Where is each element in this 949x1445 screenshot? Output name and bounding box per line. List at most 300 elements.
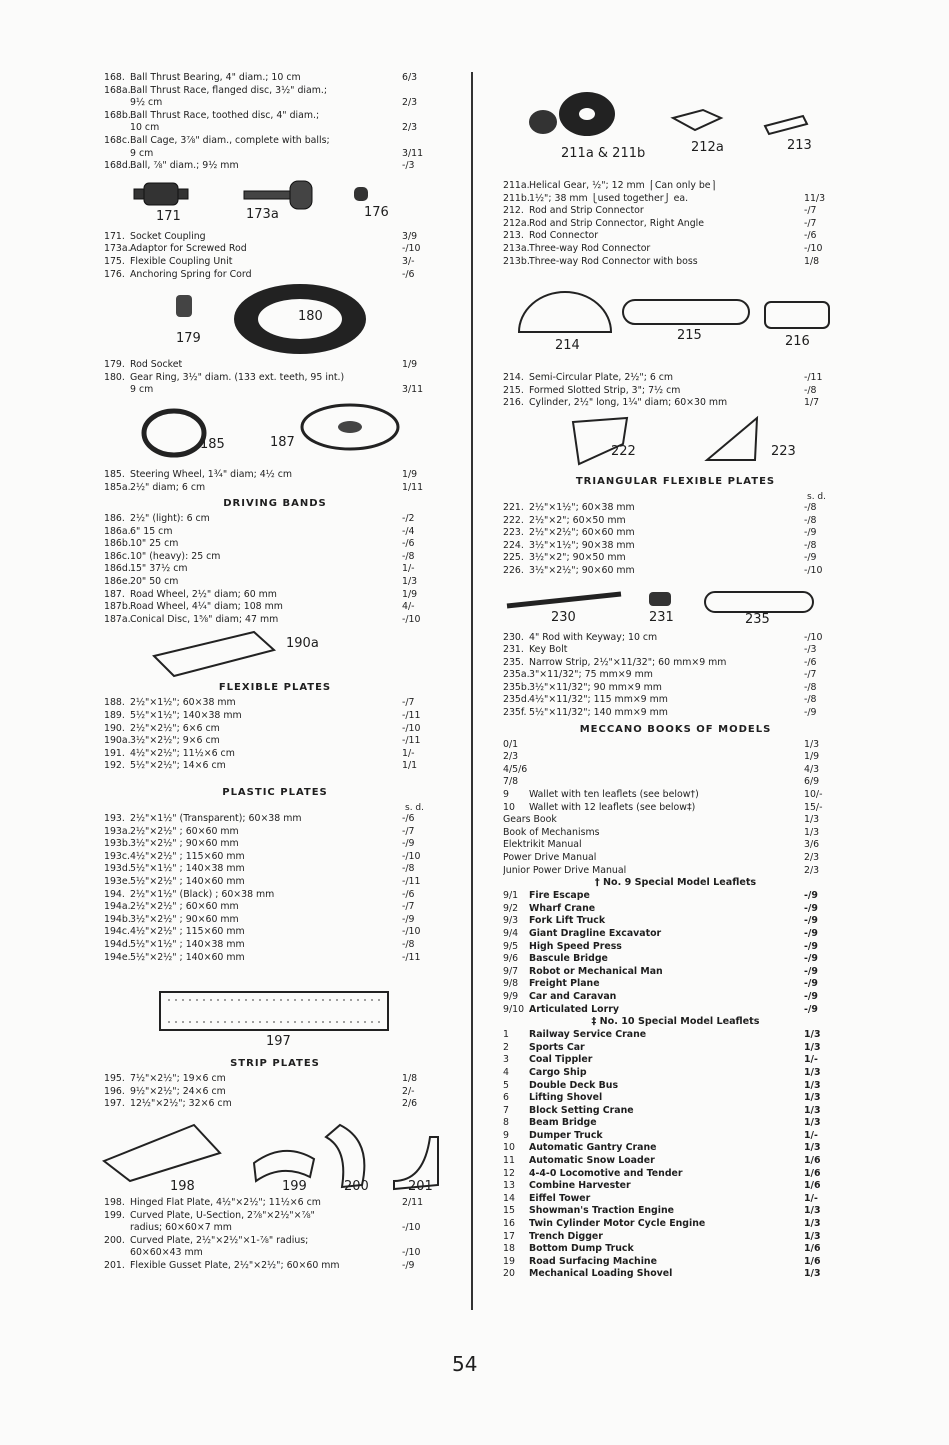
list [503, 632, 848, 720]
list-item [104, 384, 446, 397]
item-number: 198. [104, 1196, 125, 1208]
item-description: Automatic Snow Loader [529, 1155, 655, 1167]
list-item [104, 148, 446, 161]
item-number: 226. [503, 564, 524, 576]
gear-connector-illustrations [503, 88, 848, 174]
item-description: 5½"×2½" ; 140×60 mm [130, 875, 245, 887]
item-price: -/8 [804, 694, 817, 706]
list-item [104, 135, 446, 148]
item-number: 187a. [104, 613, 131, 625]
item-price: -/7 [804, 205, 817, 217]
list-item [503, 1168, 848, 1181]
item-description: Anchoring Spring for Cord [130, 268, 252, 280]
item-price: -/10 [402, 1247, 421, 1259]
item-description: 7½"×2½"; 19×6 cm [130, 1073, 226, 1085]
item-price: 1/3 [804, 1092, 821, 1104]
item-price: -/10 [402, 243, 421, 255]
item-description: Gear Ring, 3½" diam. (133 ext. teeth, 95 int.) [130, 371, 345, 383]
formed-slotted-strip-icon [623, 300, 749, 324]
item-price: -/9 [402, 1259, 415, 1271]
key-bolt-icon [649, 592, 671, 606]
list-item [503, 1004, 848, 1017]
item-price: -/7 [804, 669, 817, 681]
right-column [503, 180, 848, 1281]
item-description: Narrow Strip, 2½"×11/32"; 60 mm×9 mm [529, 656, 727, 668]
item-price [402, 372, 446, 385]
item-description: Cargo Ship [529, 1066, 587, 1078]
list-item [503, 694, 848, 707]
item-number: 235. [503, 656, 524, 668]
item-description: 2½"×1½"; 60×38 mm [130, 697, 236, 709]
curved-plate-illustrations [104, 1111, 444, 1197]
list-item [503, 1193, 848, 1206]
figure-198-201 [104, 1111, 446, 1197]
item-price: 1/3 [804, 1041, 821, 1053]
figure-171-176 [104, 173, 446, 231]
item-description: 5½"×11/32"; 140 mm×9 mm [529, 707, 668, 719]
item-description [529, 776, 804, 789]
list-item [104, 72, 446, 85]
list [104, 72, 446, 173]
item-description: Showman's Traction Engine [529, 1205, 674, 1217]
list-item [503, 515, 848, 528]
item-description: Helical Gear, ½"; 12 mm ⎧Can only be⎫ [529, 180, 718, 191]
item-price: 3/- [402, 255, 415, 267]
list-item [503, 1205, 848, 1218]
list-item [104, 748, 446, 761]
item-price: -/11 [804, 372, 823, 384]
item-price: -/4 [402, 525, 415, 537]
item-description: Curved Plate, 2½"×2½"×1-⅞" radius; [130, 1234, 309, 1246]
item-description: Three-way Rod Connector with boss [529, 255, 698, 267]
figure-197 [104, 964, 446, 1054]
item-description: Lifting Shovel [529, 1092, 603, 1104]
item-price: 1/3 [804, 1066, 821, 1078]
item-description: Trench Digger [529, 1230, 603, 1242]
item-number: 10 [503, 801, 515, 813]
item-number: 3 [503, 1054, 509, 1066]
item-price: 2/3 [804, 852, 820, 863]
item-price: 6/3 [402, 72, 418, 83]
item-description: Rod and Strip Connector [529, 205, 644, 217]
item-description: 5½"×1½"; 140×38 mm [130, 710, 242, 722]
item-price: -/10 [402, 926, 421, 938]
fig-label: 173a [246, 206, 279, 222]
item-price: -/3 [804, 644, 817, 656]
item-number: 19 [503, 1255, 515, 1267]
item-number: 9/2 [503, 902, 519, 914]
item-description: 4½"×2½"; 11½×6 cm [130, 747, 235, 759]
list-item [503, 991, 848, 1004]
list [104, 231, 446, 281]
item-price: -/3 [402, 160, 415, 172]
item-number: 194c. [104, 926, 131, 938]
item-price: -/10 [804, 242, 823, 254]
item-price: 1/6 [804, 1180, 821, 1192]
item-price: -/6 [402, 538, 415, 550]
item-description [529, 739, 804, 752]
item-price: -/8 [804, 514, 817, 526]
item-price: 2/6 [402, 1098, 418, 1110]
fig-label: 187 [270, 434, 295, 450]
item-price: 1/3 [804, 1142, 821, 1154]
item-price: -/10 [804, 564, 823, 576]
item-description: 2½" diam; 6 cm [130, 481, 206, 493]
list-item [503, 1231, 848, 1244]
item-number: 194e. [104, 951, 131, 963]
list-item [104, 469, 446, 482]
narrow-strip-icon [705, 592, 813, 612]
list-item [104, 710, 446, 723]
list-item [503, 953, 848, 966]
item-number: 194. [104, 888, 125, 900]
item-price: 2/11 [402, 1196, 424, 1208]
item-price: 3/9 [402, 230, 418, 242]
item-price: 3/6 [804, 839, 820, 851]
item-number: 168b. [104, 109, 131, 121]
item-price: 6/9 [804, 776, 820, 788]
item-number: 9/8 [503, 978, 519, 990]
list-item [104, 1222, 446, 1235]
figure-222-223 [503, 410, 848, 472]
list-item [503, 397, 848, 410]
list-item [503, 527, 848, 540]
heading-triangular-plates: TRIANGULAR FLEXIBLE PLATES [575, 475, 776, 487]
item-number: 12 [503, 1167, 515, 1179]
item-description: Coal Tippler [529, 1054, 593, 1066]
rod-connector-icon [765, 116, 807, 134]
fig-label: 213 [787, 138, 812, 153]
item-number: 186. [104, 513, 125, 525]
item-number: 0/1 [503, 738, 519, 750]
list-item [104, 889, 446, 902]
item-number: 7 [503, 1104, 509, 1116]
hinged-plate-icon [104, 1125, 220, 1181]
list-item [104, 1086, 446, 1099]
list-item [503, 1080, 848, 1093]
list-item [104, 697, 446, 710]
item-number: 2/3 [503, 751, 519, 763]
list-item [104, 723, 446, 736]
gear-ring-illustrations [104, 281, 444, 359]
item-price: -/9 [804, 527, 817, 539]
item-price: -/9 [804, 978, 818, 990]
item-description: 2½"×2½"; 6×6 cm [130, 722, 220, 734]
item-description: 3½"×1½"; 90×38 mm [529, 539, 635, 551]
list-item [503, 915, 848, 928]
figure-230-235 [503, 578, 848, 632]
item-number: 193a. [104, 825, 131, 837]
item-number: 14 [503, 1192, 515, 1204]
item-number: 216. [503, 397, 524, 409]
item-price: 1/6 [804, 1243, 821, 1255]
fig-label: 199 [282, 1178, 307, 1194]
fig-label: 230 [551, 609, 576, 625]
item-description: 2½"×2½" ; 60×60 mm [130, 901, 239, 913]
list-item [503, 1142, 848, 1155]
item-number: 188. [104, 697, 125, 709]
list-item [503, 632, 848, 645]
item-number: 168c. [104, 134, 131, 146]
list-item [503, 552, 848, 565]
fig-label: 214 [555, 338, 580, 354]
item-number: 193d. [104, 863, 131, 875]
item-number: 194a. [104, 901, 131, 913]
item-number: 224. [503, 539, 524, 551]
item-description: 9½"×2½"; 24×6 cm [130, 1085, 226, 1097]
item-description: Formed Slotted Strip, 3"; 7½ cm [529, 384, 681, 396]
item-price: 1/6 [804, 1155, 821, 1167]
list-item [503, 385, 848, 398]
item-number: 18 [503, 1243, 515, 1255]
item-number: 171. [104, 230, 125, 242]
list [104, 813, 446, 964]
item-description: Ball Thrust Race, toothed disc, 4" diam.; [130, 109, 320, 121]
list-item [503, 1256, 848, 1269]
item-description: Combine Harvester [529, 1180, 631, 1192]
item-price: 3/11 [402, 384, 424, 396]
list [104, 359, 446, 397]
item-number: 11 [503, 1155, 515, 1167]
list-item [104, 614, 446, 627]
item-price: 10/- [804, 789, 823, 801]
item-description: 4-4-0 Locomotive and Tender [529, 1167, 683, 1179]
list-item [503, 827, 848, 840]
list-item [503, 865, 848, 878]
item-price: -/8 [804, 681, 817, 693]
item-description: 4½"×2½" ; 115×60 mm [130, 926, 245, 938]
item-number: 190. [104, 722, 125, 734]
item-description: High Speed Press [529, 940, 622, 952]
item-number: 213b. [503, 255, 530, 267]
item-price: -/10 [402, 722, 421, 734]
item-price: 1/3 [804, 1079, 821, 1091]
rod-strip-connector-icon [673, 110, 721, 130]
steering-wheel-icon [144, 411, 204, 455]
currency-header: s. d. [807, 491, 826, 502]
item-description: Semi-Circular Plate, 2½"; 6 cm [529, 372, 674, 384]
item-price: 1/- [804, 1192, 818, 1204]
item-price: -/7 [402, 901, 415, 913]
list [104, 513, 446, 626]
list [503, 372, 848, 410]
item-number: 175. [104, 255, 125, 267]
item-price: 1/- [402, 563, 415, 575]
item-description: 3"×11/32"; 75 mm×9 mm [529, 669, 653, 681]
item-description: Junior Power Drive Manual [503, 864, 627, 876]
item-number: 9/1 [503, 890, 519, 902]
list-item [104, 1247, 446, 1260]
list-item [503, 1243, 848, 1256]
item-price: -/10 [402, 613, 421, 625]
item-price: -/2 [402, 513, 415, 525]
list-item [503, 180, 848, 193]
heading-flexible-plates: FLEXIBLE PLATES [218, 682, 332, 694]
item-number: 215. [503, 384, 524, 396]
item-description: Beam Bridge [529, 1117, 597, 1129]
list [503, 739, 848, 878]
fig-label: 180 [298, 309, 323, 325]
list-item [503, 230, 848, 243]
list-item [503, 903, 848, 916]
item-description: Mechanical Loading Shovel [529, 1268, 673, 1280]
figure-179-180 [104, 281, 446, 359]
list [503, 180, 848, 268]
item-price: 1/3 [804, 1117, 821, 1129]
item-number: 193e. [104, 875, 131, 887]
list-item [503, 1117, 848, 1130]
column-divider [471, 72, 473, 1310]
socket-coupling-icon [134, 183, 188, 205]
item-number: 9 [503, 1129, 509, 1141]
item-number: 168d. [104, 160, 131, 172]
left-column [104, 72, 446, 1272]
item-description: 2½"×2"; 60×50 mm [529, 514, 626, 526]
item-number: 192. [104, 760, 125, 772]
list-item [503, 751, 848, 764]
item-description: 4" Rod with Keyway; 10 cm [529, 631, 658, 643]
item-price: 1/3 [804, 1218, 821, 1230]
item-price: -/8 [804, 539, 817, 551]
item-number: 212a. [503, 217, 530, 229]
list-item [503, 890, 848, 903]
item-description: Wharf Crane [529, 902, 596, 914]
list-item [104, 939, 446, 952]
item-price: -/10 [402, 1222, 421, 1234]
item-description: radius; 60×60×7 mm [130, 1222, 232, 1234]
list [503, 502, 848, 578]
item-description: 2½"×1½"; 60×38 mm [529, 501, 635, 513]
list-item [503, 193, 848, 206]
item-description: Double Deck Bus [529, 1079, 619, 1091]
list-item [104, 851, 446, 864]
figure-211-213 [503, 88, 848, 174]
item-number: 9/3 [503, 915, 519, 927]
list-item [503, 941, 848, 954]
list-item [503, 1268, 848, 1281]
item-description: Curved Plate, U-Section, 2⅞"×2½"×⅞" [130, 1209, 315, 1221]
list-item [104, 513, 446, 526]
list-item [104, 813, 446, 826]
item-description: Ball Thrust Bearing, 4" diam.; 10 cm [130, 72, 301, 83]
list-item [503, 644, 848, 657]
item-price: 1/9 [402, 468, 418, 480]
item-number: 9/5 [503, 940, 519, 952]
list-item [503, 372, 848, 385]
subheading-no10: ‡ No. 10 Special Model Leaflets [591, 1016, 760, 1028]
list-item [104, 926, 446, 939]
list-item [104, 576, 446, 589]
item-number: 194d. [104, 938, 131, 950]
item-price [402, 1210, 446, 1223]
item-description: Rod Connector [529, 230, 599, 242]
item-price: -/10 [804, 631, 823, 643]
item-description: 2½" (light): 6 cm [130, 513, 210, 525]
item-price: 1/3 [402, 576, 418, 588]
item-price: -/9 [402, 913, 415, 925]
item-price: 1/3 [804, 814, 820, 826]
item-price: 1/3 [804, 738, 820, 750]
item-price: 1/1 [402, 760, 418, 772]
item-number: 230. [503, 631, 524, 643]
list-item [503, 1092, 848, 1105]
item-number: 212. [503, 205, 524, 217]
item-price: -/11 [402, 735, 421, 747]
item-number: 235d. [503, 694, 530, 706]
item-price: -/9 [804, 902, 818, 914]
item-price: -/7 [402, 825, 415, 837]
list-item [104, 1073, 446, 1086]
list-item [503, 1155, 848, 1168]
rod-keyway-icon [507, 594, 621, 606]
list-item [503, 1105, 848, 1118]
list-item [503, 502, 848, 515]
item-price: 1/6 [804, 1167, 821, 1179]
list-item [503, 218, 848, 231]
list-item [104, 838, 446, 851]
list-item [503, 978, 848, 991]
item-price: -/9 [402, 838, 415, 850]
list-item [104, 269, 446, 282]
figure-185-187 [104, 397, 446, 469]
list-item [503, 205, 848, 218]
item-description: Hinged Flat Plate, 4½"×2½"; 11½×6 cm [130, 1196, 321, 1208]
item-description: Key Bolt [529, 644, 568, 656]
item-description: 10" 25 cm [130, 538, 179, 550]
item-price: 1/3 [804, 1268, 821, 1280]
list-item [503, 243, 848, 256]
list-item [104, 901, 446, 914]
item-number: 9/6 [503, 953, 519, 965]
item-price: -/9 [804, 927, 818, 939]
list-item [503, 682, 848, 695]
item-number: 180. [104, 371, 125, 383]
item-number: 193b. [104, 838, 131, 850]
item-number: 10 [503, 1142, 515, 1154]
item-description: 4½"×2½" ; 115×60 mm [130, 850, 245, 862]
item-description: 2½"×1½" (Transparent); 60×38 mm [130, 813, 302, 824]
coupling-illustrations [104, 173, 444, 231]
item-description: Ball Thrust Race, flanged disc, 3½" diam.; [130, 84, 328, 96]
item-number: 173a. [104, 243, 131, 255]
item-number: 20 [503, 1268, 515, 1280]
item-price: 1/3 [804, 1230, 821, 1242]
fig-label: 171 [156, 208, 181, 224]
item-description: 10 cm [130, 122, 160, 134]
list-item [104, 601, 446, 614]
list-item [104, 563, 446, 576]
currency-header: s. d. [405, 803, 424, 813]
list [104, 469, 446, 494]
item-price: -/8 [402, 938, 415, 950]
item-number: 201. [104, 1259, 125, 1271]
item-description: Twin Cylinder Motor Cycle Engine [529, 1218, 706, 1230]
list-item [104, 160, 446, 173]
item-number: 214. [503, 372, 524, 384]
item-description: Rod Socket [130, 359, 183, 371]
item-number: 186b. [104, 538, 131, 550]
fig-label: 211a & 211b [561, 146, 646, 161]
item-price: 1/3 [804, 1104, 821, 1116]
item-price [804, 180, 848, 193]
list-item [104, 952, 446, 965]
list-item [104, 231, 446, 244]
item-description [529, 751, 804, 764]
item-price: -/11 [402, 710, 421, 722]
heading-driving-bands: DRIVING BANDS [223, 498, 327, 510]
list-item [104, 760, 446, 773]
item-description: Socket Coupling [130, 230, 206, 242]
